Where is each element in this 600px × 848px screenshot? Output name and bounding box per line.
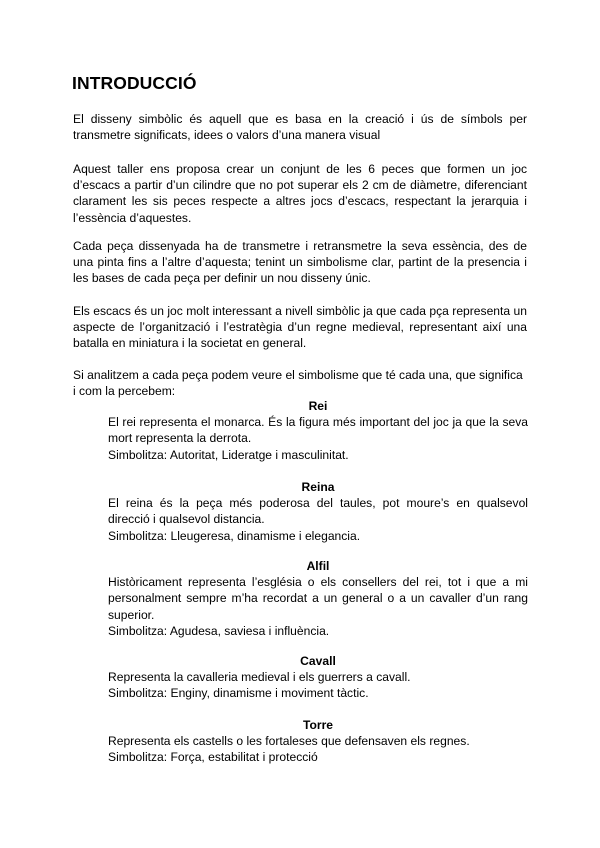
intro-paragraph-3: Cada peça dissenyada ha de transmetre i retransmetre la seva essència, des de una pinta fins a l’altre d’aquesta; tenint un simbolisme clar, partint de la presencia i les bases de cada peça per definir un nou disseny únic.	[73, 239, 527, 286]
piece-heading: Cavall	[300, 654, 336, 668]
piece-heading: Alfil	[306, 559, 330, 573]
intro-paragraph-2: Aquest taller ens proposa crear un conjunt de les 6 peces que formen un joc d’escacs a partir d’un cilindre que no pot superar els 2 cm de diàmetre, diferenciant clarament les sis peces respecte a altres jocs d’escacs, respectant la jerarquia i l’essència d’aquestes.	[73, 162, 527, 225]
piece-symbolism: Simbolitza: Agudesa, saviesa i influència.	[108, 623, 330, 638]
piece-symbolism: Simbolitza: Autoritat, Lideratge i masculinitat.	[108, 447, 349, 462]
piece-section-cavall	[108, 653, 528, 702]
piece-section-alfil	[108, 558, 528, 639]
intro-paragraph-5: Si analitzem a cada peça podem veure el simbolisme que té cada una, que significa i com la percebem:	[73, 368, 523, 399]
piece-heading: Torre	[302, 718, 333, 732]
piece-section-torre	[108, 717, 528, 766]
piece-description: El reina és la peça més poderosa del taules, pot moure’s en qualsevol direcció i qualsevol distancia.	[108, 496, 528, 527]
piece-symbolism: Simbolitza: Força, estabilitat i protecció	[108, 750, 318, 765]
piece-heading: Reina	[301, 480, 335, 494]
page-title: INTRODUCCIÓ	[72, 73, 197, 93]
piece-description: Representa la cavalleria medieval i els guerrers a cavall.	[108, 670, 411, 685]
piece-section-reina	[108, 479, 528, 544]
piece-section-rei	[108, 398, 528, 463]
piece-symbolism: Simbolitza: Lleugeresa, dinamisme i elegancia.	[108, 528, 361, 543]
piece-description: El rei representa el monarca. És la figura més important del joc ja que la seva mort representa la derrota.	[108, 415, 528, 446]
intro-paragraph-1: El disseny simbòlic és aquell que es basa en la creació i ús de símbols per transmetre significats, idees o valors d’una manera visual	[73, 112, 527, 143]
intro-paragraph-4: Els escacs és un joc molt interessant a nivell simbòlic ja que cada pça representa un aspecte de l’organització i l’estratègia d’un regne medieval, representant així una batalla en miniatura i la societat en general.	[73, 304, 527, 351]
piece-description: Representa els castells o les fortaleses que defensaven els regnes.	[108, 734, 470, 749]
piece-heading: Rei	[308, 399, 328, 413]
piece-description: Històricament representa l’església o els consellers del rei, tot i que a mi personalment sempre m’ha recordat a un general o a un cavaller d’un rang superior.	[108, 575, 528, 622]
piece-symbolism: Simbolitza: Enginy, dinamisme i moviment tàctic.	[108, 686, 369, 701]
